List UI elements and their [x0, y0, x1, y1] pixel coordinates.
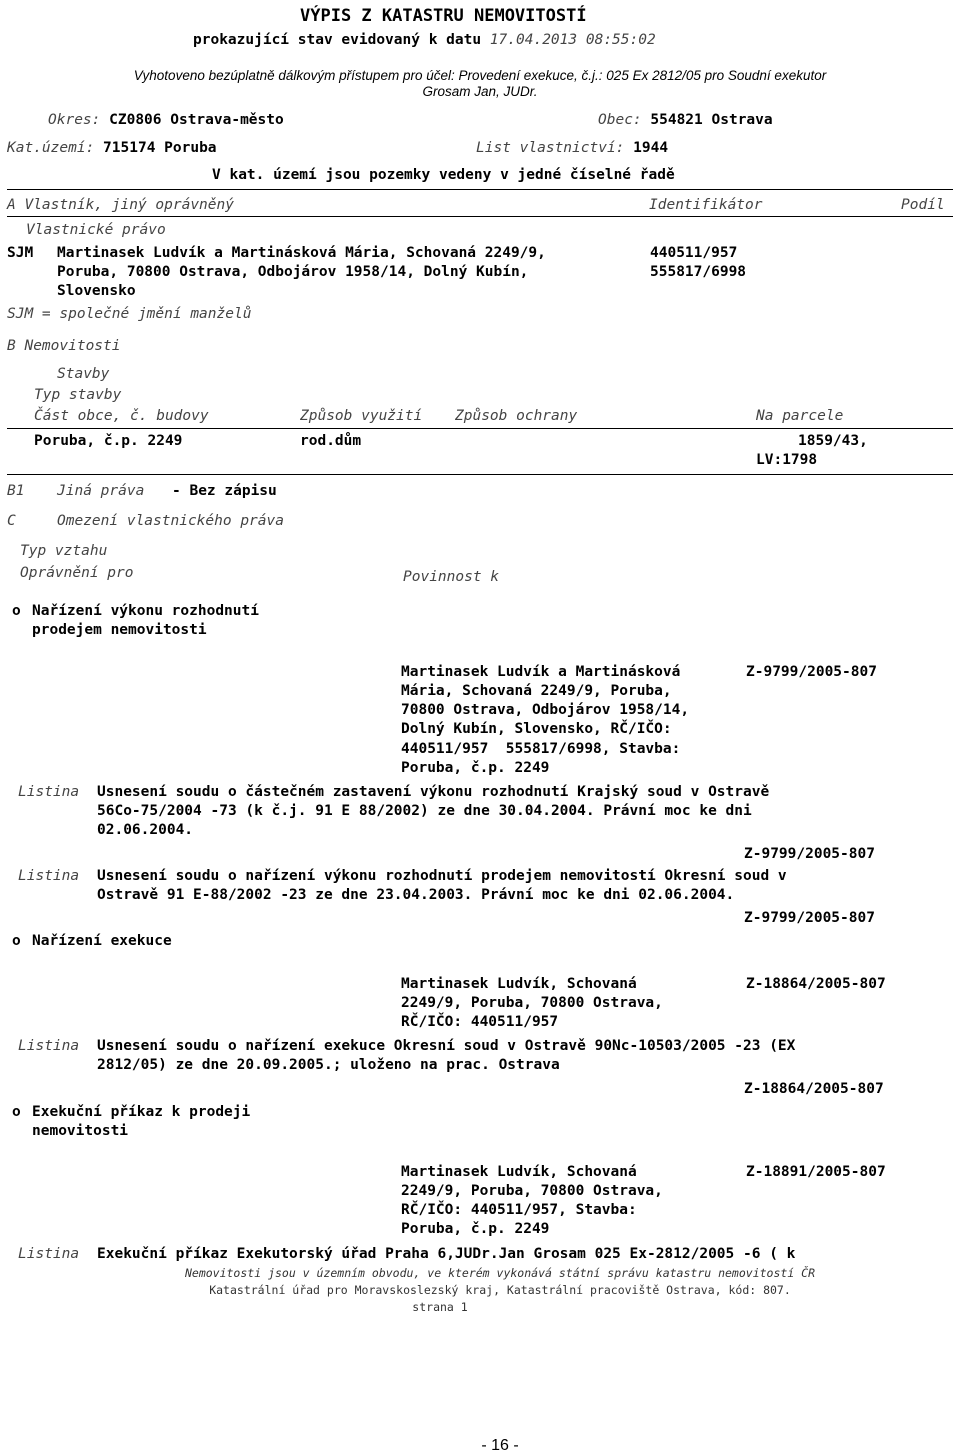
entry-party-line: RČ/IČO: 440511/957, Stavba:: [401, 1202, 637, 1218]
entry-party-line: Martinasek Ludvík, Schovaná: [401, 976, 637, 992]
divider: [7, 216, 953, 217]
identifier-header: Identifikátor: [649, 197, 763, 213]
bullet: o: [12, 933, 21, 949]
section-b1-heading: Jiná práva: [57, 483, 145, 499]
section-c-heading: Omezení vlastnického práva: [57, 513, 284, 529]
ownership-subheading: Vlastnické právo: [26, 222, 166, 238]
listina-label: Listina: [18, 784, 80, 800]
document-subtitle: [193, 31, 656, 51]
subtitle-label: prokazující stav evidovaný k datu: [193, 32, 482, 48]
divider: [7, 428, 953, 429]
section-b1-code: B1: [7, 483, 25, 499]
use-header: Způsob využití: [300, 408, 423, 424]
share-header: Podíl: [901, 197, 945, 213]
listina-line: 2812/05) ze dne 20.09.2005.; uloženo na prac. Ostrava: [97, 1057, 560, 1073]
lv-value: 1944: [633, 140, 669, 156]
okres-label: Okres:: [48, 112, 101, 128]
building-parcel: 1859/43,: [798, 433, 868, 449]
sjm-label: SJM: [7, 245, 34, 261]
owner-line: Slovensko: [57, 283, 136, 299]
entry-title: Nařízení exekuce: [32, 933, 172, 949]
entry-party-line: Mária, Schovaná 2249/9, Poruba,: [401, 683, 672, 699]
entry-ref: Z-9799/2005-807: [746, 664, 877, 680]
section-b1-value: - Bez zápisu: [172, 483, 277, 499]
document-title: VÝPIS Z KATASTRU NEMOVITOSTÍ: [300, 6, 587, 26]
divider: [7, 474, 953, 475]
entry-ref: Z-9799/2005-807: [744, 910, 875, 926]
listina-line: Exekuční příkaz Exekutorský úřad Praha 6,JUDr.Jan Grosam 025 Ex-2812/2005 -6 ( k: [97, 1246, 796, 1262]
listina-line: Usnesení soudu o nařízení exekuce Okresní soud v Ostravě 90Nc-10503/2005 -23 (EX: [97, 1038, 796, 1054]
listina-label: Listina: [18, 868, 80, 884]
obec-row: [598, 111, 773, 131]
owner-line: Martinasek Ludvík a Martinásková Mária, Schovaná 2249/9,: [57, 245, 546, 261]
katuzemi-value: 715174 Poruba: [103, 140, 217, 156]
footer-page-label: strana 1: [412, 1300, 468, 1314]
entry-title: Nařízení výkonu rozhodnutí: [32, 603, 259, 619]
bullet: o: [12, 1104, 21, 1120]
katuzemi-row: [7, 139, 217, 159]
okres-value: CZ0806 Ostrava-město: [109, 112, 284, 128]
sjm-note: SJM = společné jmění manželů: [7, 306, 252, 322]
entry-title: Exekuční příkaz k prodeji: [32, 1104, 251, 1120]
entry-party-line: Poruba, č.p. 2249: [401, 1221, 550, 1237]
section-c-code: C: [7, 513, 16, 529]
entry-ref: Z-18864/2005-807: [746, 976, 886, 992]
entry-ref: Z-18864/2005-807: [744, 1081, 884, 1097]
entry-party-line: Dolný Kubín, Slovensko, RČ/IČO:: [401, 721, 672, 737]
buildings-subheading: Stavby: [57, 366, 110, 382]
entry-ref: Z-18891/2005-807: [746, 1164, 886, 1180]
building-part: Poruba, č.p. 2249: [34, 433, 183, 449]
protection-header: Způsob ochrany: [455, 408, 578, 424]
part-header: Část obce, č. budovy: [34, 408, 209, 424]
owner-identifier: 555817/6998: [650, 264, 747, 280]
entry-title: prodejem nemovitosti: [32, 622, 207, 638]
footer-line: Nemovitosti jsou v územním obvodu, ve kterém vykonává státní správu katastru nemovitostí ČR: [184, 1266, 816, 1280]
listina-label: Listina: [18, 1038, 80, 1054]
entry-party-line: Martinasek Ludvík a Martinásková: [401, 664, 681, 680]
cadastral-note: V kat. území jsou pozemky vedeny v jedné číselné řadě: [212, 167, 675, 183]
listina-label: Listina: [18, 1246, 80, 1262]
section-a-heading: A Vlastník, jiný oprávněný: [7, 197, 234, 213]
entry-party-line: Martinasek Ludvík, Schovaná: [401, 1164, 637, 1180]
entry-ref: Z-9799/2005-807: [744, 846, 875, 862]
katuzemi-label: Kat.území:: [7, 140, 95, 156]
listina-line: 56Co-75/2004 -73 (k č.j. 91 E 88/2002) ze dne 30.04.2004. Právní moc ke dni: [97, 803, 752, 819]
purpose-note-line2: Grosam Jan, JUDr.: [422, 84, 538, 99]
entry-party-line: 440511/957 555817/6998, Stavba:: [401, 741, 681, 757]
lv-label: List vlastnictví:: [476, 140, 625, 156]
entry-party-line: 2249/9, Poruba, 70800 Ostrava,: [401, 995, 663, 1011]
building-parcel-lv: LV:1798: [756, 452, 818, 468]
relation-type-header: Typ vztahu: [20, 543, 108, 559]
entitled-header: Oprávnění pro: [20, 565, 134, 581]
divider: [7, 189, 953, 190]
obec-value: 554821 Ostrava: [650, 112, 773, 128]
lv-row: [476, 139, 668, 159]
parcel-header: Na parcele: [756, 408, 844, 424]
purpose-note-line1: Vyhotoveno bezúplatně dálkovým přístupem pro účel: Provedení exekuce, č.j.: 025 Ex 2812/05 pro Soudní exekutor: [133, 68, 827, 83]
building-use: rod.dům: [300, 433, 362, 449]
entry-party-line: Poruba, č.p. 2249: [401, 760, 550, 776]
entry-party-line: 70800 Ostrava, Odbojárov 1958/14,: [401, 702, 690, 718]
section-b-heading: B Nemovitosti: [7, 338, 121, 354]
okres-row: [48, 111, 284, 131]
owner-line: Poruba, 70800 Ostrava, Odbojárov 1958/14, Dolný Kubín,: [57, 264, 529, 280]
listina-line: Usnesení soudu o částečném zastavení výkonu rozhodnutí Krajský soud v Ostravě: [97, 784, 770, 800]
footer-line: Katastrální úřad pro Moravskoslezský kraj, Katastrální pracoviště Ostrava, kód: 807.: [209, 1283, 791, 1297]
entry-party-line: 2249/9, Poruba, 70800 Ostrava,: [401, 1183, 663, 1199]
listina-line: Usnesení soudu o nařízení výkonu rozhodnutí prodejem nemovitostí Okresní soud v: [97, 868, 787, 884]
owner-identifier: 440511/957: [650, 245, 738, 261]
obligated-header: Povinnost k: [403, 569, 500, 585]
building-type-subheading: Typ stavby: [34, 387, 122, 403]
obec-label: Obec:: [598, 112, 642, 128]
entry-party-line: RČ/IČO: 440511/957: [401, 1014, 559, 1030]
listina-line: Ostravě 91 E-88/2002 -23 ze dne 23.04.2003. Právní moc ke dni 02.06.2004.: [97, 887, 735, 903]
entry-title: nemovitosti: [32, 1123, 129, 1139]
bullet: o: [12, 603, 21, 619]
page-number: - 16 -: [481, 1437, 519, 1454]
subtitle-date: 17.04.2013 08:55:02: [489, 32, 656, 48]
listina-line: 02.06.2004.: [97, 822, 194, 838]
